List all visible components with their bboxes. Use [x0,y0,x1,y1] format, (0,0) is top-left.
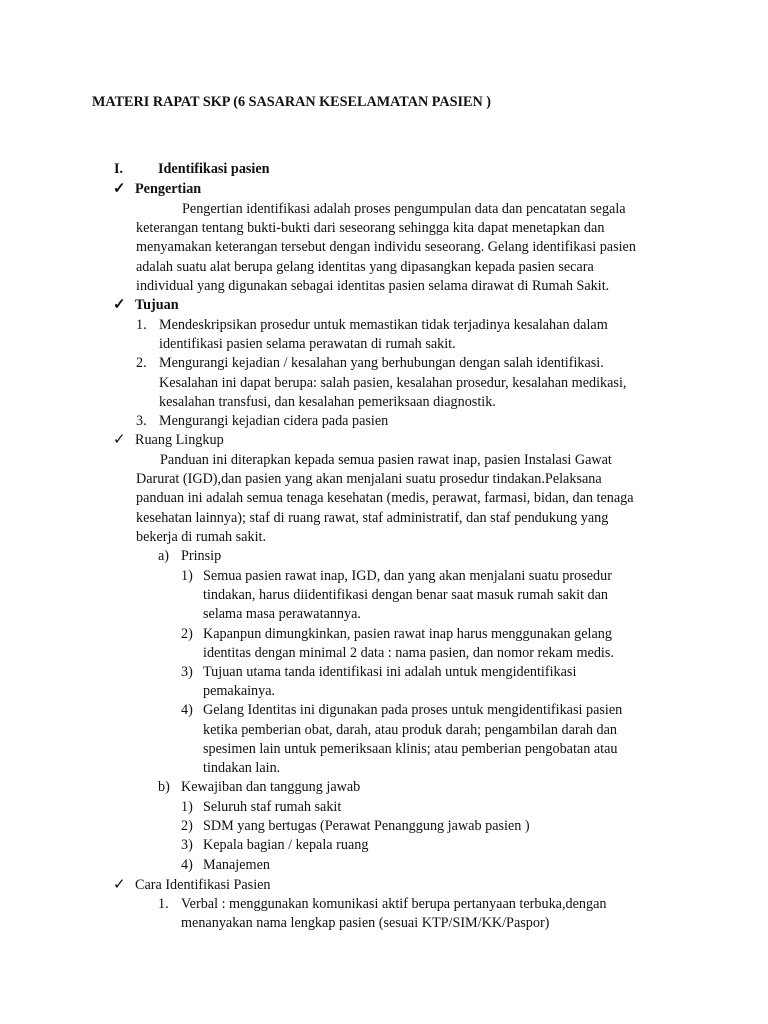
paragraph-line: adalah suatu alat berupa gelang identitas yang dipasangkan kepada pasien secara [136,258,594,275]
list-item: Gelang Identitas ini digunakan pada proses untuk mengidentifikasi pasien [203,702,623,719]
list-number: 4) [181,856,193,873]
list-item: Kapanpun dimungkinkan, pasien rawat inap harus menggunakan gelang [203,625,612,642]
paragraph-line: kesehatan lainnya); staf di ruang rawat, staf administratif, dan staf pendukung yang [136,509,609,526]
kewajiban-block [158,778,678,797]
list-item: identitas dengan minimal 2 data : nama pasien, dan nomor rekam medis. [203,644,614,661]
list-number: 4) [181,702,193,719]
list-item: Manajemen [203,856,270,873]
list-item: kesalahan transfusi, dan kesalahan pemeriksaan diagnostik. [159,393,496,410]
list-number: 3. [136,412,147,429]
prinsip-list [181,567,681,778]
list-item: tindakan, harus diidentifikasi dengan benar saat masuk rumah sakit dan [203,587,609,604]
paragraph-line: keterangan tentang bukti-bukti dari seseorang sehingga kita dapat menetapkan dan [136,220,605,237]
ruang-lingkup-block [113,431,673,450]
list-item: SDM yang bertugas (Perawat Penanggung jawab pasien ) [203,818,530,835]
check-icon: ✓ [113,877,126,893]
tujuan-list [136,316,676,431]
list-item: Kesalahan ini dapat berupa: salah pasien, kesalahan prosedur, kesalahan medikasi, [159,374,627,391]
pengertian-heading: Pengertian [135,181,202,197]
list-item: tindakan lain. [203,759,281,776]
check-icon: ✓ [113,297,126,313]
list-item: Verbal : menggunakan komunikasi aktif berupa pertanyaan terbuka,dengan [181,896,607,912]
paragraph-line: Darurat (IGD),dan pasien yang akan menjalani suatu prosedur tindakan.Pelaksana [136,471,602,488]
tujuan-block [113,296,673,315]
paragraph-line: Pengertian identifikasi adalah proses pengumpulan data dan pencatatan segala [182,201,626,217]
list-number: 1. [158,896,169,912]
check-icon: ✓ [113,432,126,448]
list-item: Semua pasien rawat inap, IGD, dan yang akan menjalani suatu prosedur [203,568,612,584]
list-number: 1. [136,317,147,333]
paragraph-line: individual yang digunakan sebagai identitas pasien selama dirawat di Rumah Sakit. [136,277,610,294]
list-item: Mendeskripsikan prosedur untuk memastikan tidak terjadinya kesalahan dalam [159,317,608,333]
section-numeral: I. [114,161,124,177]
kewajiban-list [181,798,681,875]
list-number: 1) [181,799,193,815]
list-item: Tujuan utama tanda identifikasi ini adalah untuk mengidentifikasi [203,663,577,680]
section-heading [114,160,414,179]
list-item: Kepala bagian / kepala ruang [203,837,369,854]
paragraph-line: bekerja di rumah sakit. [136,528,267,545]
list-item: selama masa perawatannya. [203,606,361,623]
check-icon: ✓ [113,181,126,197]
cara-list [158,895,678,933]
section-title: Identifikasi pasien [158,161,270,177]
list-item: identifikasi pasien selama perawatan di rumah sakit. [159,336,456,353]
paragraph-line: Panduan ini diterapkan kepada semua pasien rawat inap, pasien Instalasi Gawat [160,452,612,468]
cara-heading: Cara Identifikasi Pasien [135,877,271,893]
list-number: 2) [181,625,193,642]
list-number: 2) [181,818,193,835]
list-item: Mengurangi kejadian cidera pada pasien [159,412,389,429]
kewajiban-heading: Kewajiban dan tanggung jawab [181,779,361,795]
list-item: menanyakan nama lengkap pasien (sesuai KTP/SIM/KK/Paspor) [181,915,550,932]
cara-block [113,876,673,895]
document-title: MATERI RAPAT SKP (6 SASARAN KESELAMATAN PASIEN ) [92,94,491,110]
list-number: 3) [181,663,193,680]
sublist-label: b) [158,779,170,795]
list-item: pemakainya. [203,683,276,700]
pengertian-block [113,180,673,199]
list-item: Seluruh staf rumah sakit [203,799,342,815]
list-number: 1) [181,568,193,584]
paragraph-line: menyamakan keterangan tersebut dengan individu seseorang. Gelang identifikasi pasien [136,239,636,256]
list-number: 2. [136,355,147,372]
ruang-lingkup-heading: Ruang Lingkup [135,432,224,448]
list-item: Mengurangi kejadian / kesalahan yang berhubungan dengan salah identifikasi. [159,355,604,372]
pengertian-paragraph [136,200,696,296]
sublist-label: a) [158,548,170,564]
prinsip-heading: Prinsip [181,548,222,564]
list-number: 3) [181,837,193,854]
tujuan-heading: Tujuan [135,297,179,313]
ruang-lingkup-paragraph [136,451,696,547]
paragraph-line: panduan ini adalah semua tenaga kesehatan (medis, perawat, farmasi, bidan, dan tenaga [136,490,634,507]
list-item: spesimen lain untuk pemeriksaan klinis; atau pemberian pengobatan atau [203,740,618,757]
list-item: ketika pemberian obat, darah, atau produk darah; pengambilan darah dan [203,721,618,738]
prinsip-block [158,547,678,566]
